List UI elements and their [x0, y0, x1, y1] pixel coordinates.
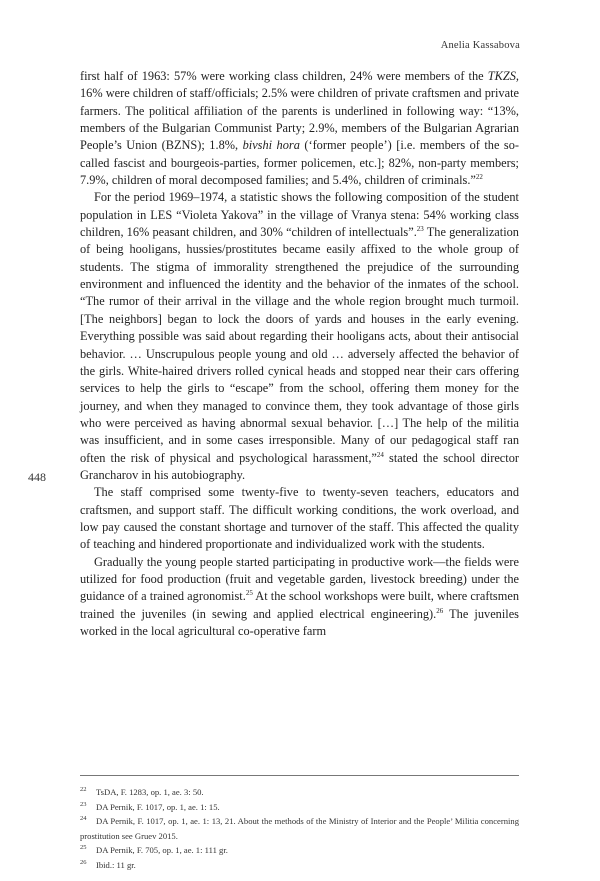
footnote-number-sup: 22	[80, 786, 87, 794]
footnote-number-sup: 26	[80, 859, 87, 867]
footnote-reference: 22	[475, 172, 483, 181]
running-head: Anelia Kassabova	[440, 40, 520, 51]
footnote-reference: 25	[245, 589, 253, 598]
footnote	[80, 858, 519, 873]
paragraph	[80, 484, 519, 553]
text-run: stated the school director Grancharov in his autobiography.	[80, 450, 519, 482]
footnote-number	[80, 814, 96, 829]
footnote-text: DA Pernik, F. 1017, op. 1, ae. 1: 15.	[96, 801, 220, 812]
italic-text: bivshi hora	[242, 138, 300, 153]
footnote	[80, 785, 519, 800]
page-number: 448	[28, 470, 46, 484]
footnote-number	[80, 843, 96, 858]
text-run: The juveniles worked in the local agricultural co-operative farm	[80, 606, 519, 638]
text-run: For the period 1969–1974, a statistic shows the following composition of the student population in LES “Violeta Yakova” in the village of Vranya stena: 54% working class children, 16% peasant children, and 30% “children of intellectuals”.	[80, 190, 519, 240]
footnote-number-sup: 23	[80, 800, 87, 808]
footnote-text: Ibid.: 11 gr.	[96, 859, 136, 870]
text-run: Gradually the young people started participating in productive work—the fields were utilized for food production (fruit and vegetable garden, livestock breeding) under the guidance of a trained agronomist.	[80, 554, 519, 604]
footnote-reference: 23	[416, 224, 424, 233]
footnote-text: TsDA, F. 1283, op. 1, ae. 3: 50.	[96, 787, 204, 797]
text-run: The staff comprised some twenty-five to twenty-seven teachers, educators and craftsmen, and support staff. The difficult working conditions, the work overload, and low pay caused the constant shortage and turnover of the staff. This affected the quality of teaching and hindered proportionate and individualized work with the students.	[80, 485, 519, 552]
footnote-number	[80, 785, 96, 800]
text-run: The generalization of being hooligans, hussies/prostitutes became easily affixed to the whole group of students. The stigma of immorality strengthened the prejudice of the surrounding environment and influenced the identity and the behavior of the inmates of the school. “The rumor of their arrival in the village and the whole region brought much turmoil. [The neighbors] began to lock the doors of yards and houses in the early evening. Everything possible was said about regarding their hooligans acts, about their antisocial behavior. … Unscrupulous people young and old … adversely affected the behavior of the girls. White-haired drivers rolled cynical heads and stopped near their cars offering services to help the girls to “escape” from the school, offering them money for the journey, and when they managed to convince them, they took advantage of those girls who were perceived as having abnormal sexual behavior. […] The help of the militia was insufficient, and in some cases irresponsible. Many of our pedagogical staff ran often the risk of physical and psychological harassment,”	[80, 225, 519, 465]
paragraph	[80, 189, 519, 484]
footnote	[80, 843, 519, 858]
footnote	[80, 814, 519, 843]
body-text	[80, 68, 519, 640]
footnote-number-sup: 24	[80, 815, 87, 823]
footnote-number	[80, 858, 96, 873]
footnote-divider	[80, 775, 519, 776]
footnote-number-sup: 25	[80, 844, 87, 852]
text-run: 16% were children of staff/officials; 2.5% were children of private craftsmen and private farmers. The political affiliation of the parents is underlined in following way: “13%, members of the Bulgarian Communist Party; 2.9%, members of the Bulgarian Agrarian People’s Union (BZNS); 1.8%,	[80, 86, 519, 153]
footnote-reference: 24	[376, 450, 384, 459]
text-run: first half of 1963: 57% were working class children, 24% were members of the	[80, 69, 488, 83]
footnote-text: DA Pernik, F. 1017, op. 1, ae. 1: 13, 21. About the methods of the Ministry of Interior and the People’ Militia concerning prostitution see Gruev 2015.	[80, 816, 519, 841]
text-run: At the school workshops were built, where craftsmen trained the juveniles (in sewing and applied electrical engineering).	[80, 589, 519, 621]
italic-text: TKZS,	[487, 69, 519, 83]
footnote-text: DA Pernik, F. 705, op. 1, ae. 1: 111 gr.	[96, 845, 228, 856]
footnote-number	[80, 800, 96, 815]
paragraph	[80, 68, 519, 189]
text-run: (‘former people’) [i.e. members of the so-called fascist and bourgeois-parties, former policemen, etc.]; 82%, non-party members; 7.9%, children of moral decomposed families; and 5.4%, children of criminals.”	[80, 138, 519, 188]
footnotes	[80, 785, 519, 873]
footnote	[80, 800, 519, 815]
footnote-reference: 26	[436, 606, 444, 615]
paragraph	[80, 554, 519, 641]
